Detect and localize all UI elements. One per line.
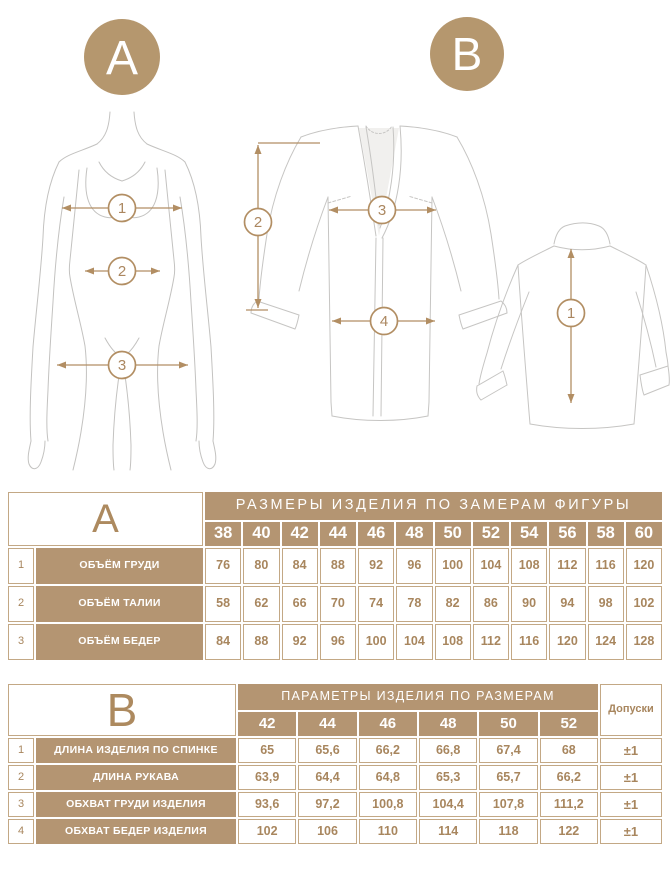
value-cell: 93,6	[238, 792, 296, 817]
value-cell: 108	[435, 624, 471, 660]
size-header: 38	[205, 522, 241, 546]
value-cell: 80	[243, 548, 279, 584]
row-label: ДЛИНА ИЗДЕЛИЯ ПО СПИНКЕ	[36, 738, 236, 763]
value-cell: 104	[473, 548, 509, 584]
row-number: 2	[8, 765, 34, 790]
value-cell: 58	[205, 586, 241, 622]
value-cell: 76	[205, 548, 241, 584]
value-cell: 106	[298, 819, 356, 844]
marker-waist: 2	[117, 263, 127, 280]
tolerance-cell: ±1	[600, 765, 662, 790]
value-cell: 70	[320, 586, 356, 622]
size-header: 60	[626, 522, 662, 546]
value-cell: 108	[511, 548, 547, 584]
value-cell: 86	[473, 586, 509, 622]
value-cell: 104,4	[419, 792, 477, 817]
row-label: ОБХВАТ БЕДЕР ИЗДЕЛИЯ	[36, 819, 236, 844]
size-header: 44	[298, 712, 356, 736]
value-cell: 107,8	[479, 792, 537, 817]
value-cell: 63,9	[238, 765, 296, 790]
value-cell: 62	[243, 586, 279, 622]
value-cell: 65,3	[419, 765, 477, 790]
value-cell: 68	[540, 738, 598, 763]
row-label: ОБХВАТ ГРУДИ ИЗДЕЛИЯ	[36, 792, 236, 817]
value-cell: 74	[358, 586, 394, 622]
table-a	[8, 492, 662, 660]
size-header: 52	[473, 522, 509, 546]
value-cell: 65,6	[298, 738, 356, 763]
size-header: 44	[320, 522, 356, 546]
row-number: 1	[8, 738, 34, 763]
value-cell: 84	[205, 624, 241, 660]
size-header: 54	[511, 522, 547, 546]
size-header: 46	[358, 522, 394, 546]
value-cell: 84	[282, 548, 318, 584]
size-header: 50	[479, 712, 537, 736]
value-cell: 65,7	[479, 765, 537, 790]
value-cell: 88	[320, 548, 356, 584]
row-label: ОБЪЁМ ГРУДИ	[36, 548, 203, 584]
value-cell: 97,2	[298, 792, 356, 817]
marker-sleeve-length: 2	[253, 214, 263, 231]
table-b-title: ПАРАМЕТРЫ ИЗДЕЛИЯ ПО РАЗМЕРАМ	[238, 684, 598, 710]
value-cell: 64,4	[298, 765, 356, 790]
value-cell: 98	[588, 586, 624, 622]
badge-b	[430, 17, 504, 91]
value-cell: 120	[549, 624, 585, 660]
marker-back-length: 1	[566, 305, 576, 322]
value-cell: 102	[238, 819, 296, 844]
badge-a	[84, 19, 160, 95]
value-cell: 122	[540, 819, 598, 844]
value-cell: 88	[243, 624, 279, 660]
value-cell: 128	[626, 624, 662, 660]
marker-hips: 3	[117, 357, 127, 374]
value-cell: 96	[396, 548, 432, 584]
row-number: 3	[8, 792, 34, 817]
value-cell: 100	[358, 624, 394, 660]
marker-hem-width: 4	[379, 313, 389, 330]
value-cell: 66,8	[419, 738, 477, 763]
value-cell: 100,8	[359, 792, 417, 817]
tolerance-cell: ±1	[600, 738, 662, 763]
row-label: ОБЪЁМ БЕДЕР	[36, 624, 203, 660]
value-cell: 118	[479, 819, 537, 844]
value-cell: 114	[419, 819, 477, 844]
value-cell: 90	[511, 586, 547, 622]
row-number: 2	[8, 586, 34, 622]
row-number: 4	[8, 819, 34, 844]
size-header: 52	[540, 712, 598, 736]
table-a-corner-label: A	[8, 492, 203, 546]
size-header: 42	[282, 522, 318, 546]
value-cell: 111,2	[540, 792, 598, 817]
value-cell: 102	[626, 586, 662, 622]
size-header: 48	[419, 712, 477, 736]
size-header: 58	[588, 522, 624, 546]
tolerance-header: Допуски	[600, 684, 662, 736]
badge-a-letter: A	[105, 32, 139, 85]
value-cell: 124	[588, 624, 624, 660]
blouse-front-line-art	[251, 126, 507, 421]
value-cell: 116	[511, 624, 547, 660]
size-header: 42	[238, 712, 296, 736]
value-cell: 66,2	[359, 738, 417, 763]
size-header: 48	[396, 522, 432, 546]
value-cell: 112	[473, 624, 509, 660]
size-header: 46	[359, 712, 417, 736]
value-cell: 82	[435, 586, 471, 622]
value-cell: 66	[282, 586, 318, 622]
size-header: 56	[549, 522, 585, 546]
size-header: 50	[435, 522, 471, 546]
value-cell: 116	[588, 548, 624, 584]
marker-chest-width: 3	[377, 202, 387, 219]
row-number: 1	[8, 548, 34, 584]
value-cell: 94	[549, 586, 585, 622]
row-number: 3	[8, 624, 34, 660]
value-cell: 64,8	[359, 765, 417, 790]
value-cell: 120	[626, 548, 662, 584]
row-label: ОБЪЁМ ТАЛИИ	[36, 586, 203, 622]
value-cell: 110	[359, 819, 417, 844]
value-cell: 67,4	[479, 738, 537, 763]
tolerance-cell: ±1	[600, 819, 662, 844]
table-b	[8, 684, 662, 844]
value-cell: 100	[435, 548, 471, 584]
value-cell: 104	[396, 624, 432, 660]
measurement-marker-circles	[109, 195, 585, 379]
row-label: ДЛИНА РУКАВА	[36, 765, 236, 790]
value-cell: 65	[238, 738, 296, 763]
marker-bust: 1	[117, 200, 127, 217]
table-a-title: РАЗМЕРЫ ИЗДЕЛИЯ ПО ЗАМЕРАМ ФИГУРЫ	[205, 492, 662, 520]
value-cell: 96	[320, 624, 356, 660]
size-header: 40	[243, 522, 279, 546]
tolerance-cell: ±1	[600, 792, 662, 817]
table-b-corner-label: B	[8, 684, 236, 736]
value-cell: 92	[282, 624, 318, 660]
value-cell: 66,2	[540, 765, 598, 790]
badge-b-letter: B	[451, 28, 483, 80]
value-cell: 78	[396, 586, 432, 622]
figure-line-art	[28, 112, 216, 470]
value-cell: 112	[549, 548, 585, 584]
value-cell: 92	[358, 548, 394, 584]
